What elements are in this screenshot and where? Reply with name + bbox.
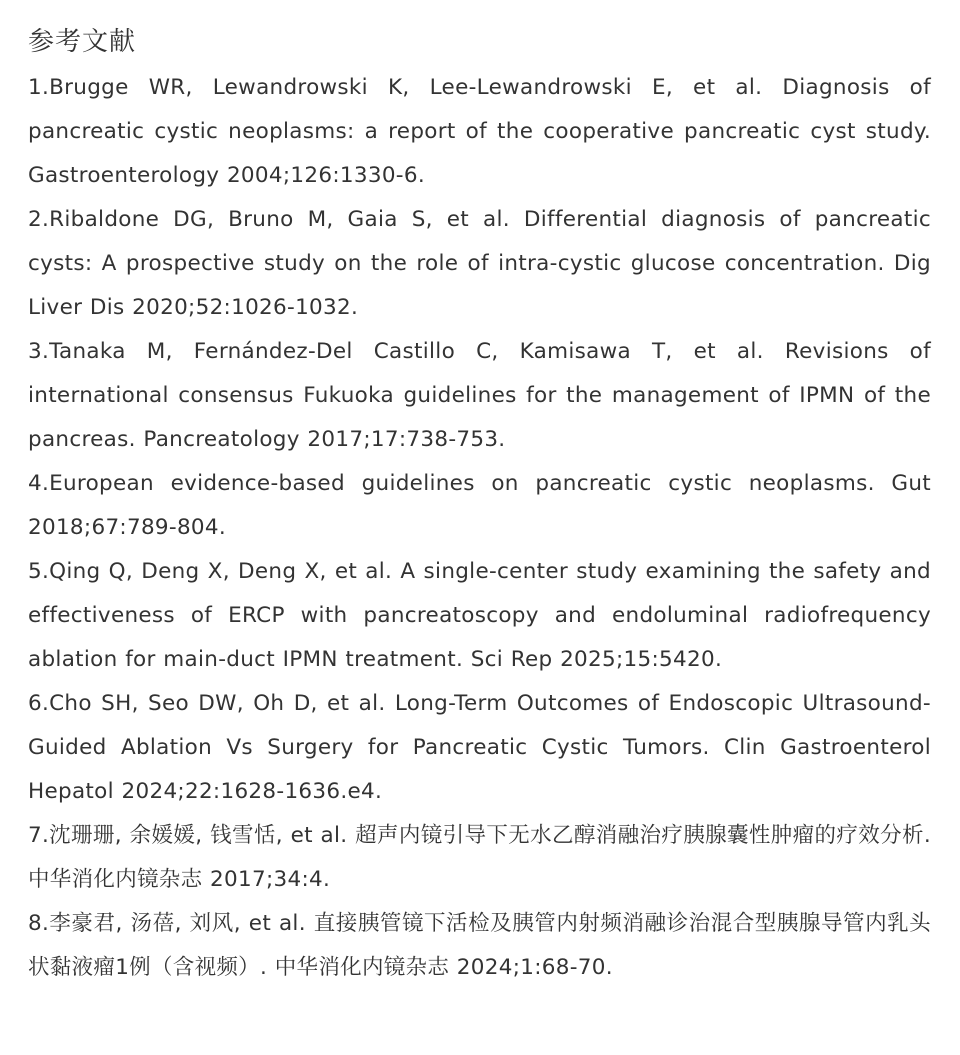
reference-item-3: 3.Tanaka M, Fernández-Del Castillo C, Kamisawa T, et al. Revisions of international consensus Fukuoka guidelines for the management of IPMN of the pancreas. Pancreatology 2017;17:738-753. <box>28 339 931 452</box>
reference-item-1: 1.Brugge WR, Lewandrowski K, Lee-Lewandrowski E, et al. Diagnosis of pancreatic cystic neoplasms: a report of the cooperative pancreatic cyst study. Gastroenterology 2004;126:1330-6. <box>28 75 931 188</box>
reference-item-8: 8.李豪君, 汤蓓, 刘风, et al. 直接胰管镜下活检及胰管内射频消融诊治混合型胰腺导管内乳头状黏液瘤1例（含视频）. 中华消化内镜杂志 2024;1:68-70. <box>28 911 931 980</box>
reference-item-6: 6.Cho SH, Seo DW, Oh D, et al. Long-Term Outcomes of Endoscopic Ultrasound-Guided Ablation Vs Surgery for Pancreatic Cystic Tumors. Clin Gastroenterol Hepatol 2024;22:1628-1636.e4. <box>28 691 931 804</box>
reference-item-2: 2.Ribaldone DG, Bruno M, Gaia S, et al. Differential diagnosis of pancreatic cysts: A prospective study on the role of intra-cystic glucose concentration. Dig Liver Dis 2020;52:1026-1032. <box>28 207 931 320</box>
reference-list <box>28 66 931 990</box>
reference-item-7: 7.沈珊珊, 余媛媛, 钱雪恬, et al. 超声内镜引导下无水乙醇消融治疗胰腺囊性肿瘤的疗效分析. 中华消化内镜杂志 2017;34:4. <box>28 823 931 892</box>
reference-item-5: 5.Qing Q, Deng X, Deng X, et al. A single-center study examining the safety and effectiveness of ERCP with pancreatoscopy and endoluminal radiofrequency ablation for main-duct IPMN treatment. Sci Rep 2025;15:5420. <box>28 559 931 672</box>
reference-item-4: 4.European evidence-based guidelines on pancreatic cystic neoplasms. Gut 2018;67:789-804. <box>28 471 931 540</box>
references-heading: 参考文献 <box>28 27 137 57</box>
